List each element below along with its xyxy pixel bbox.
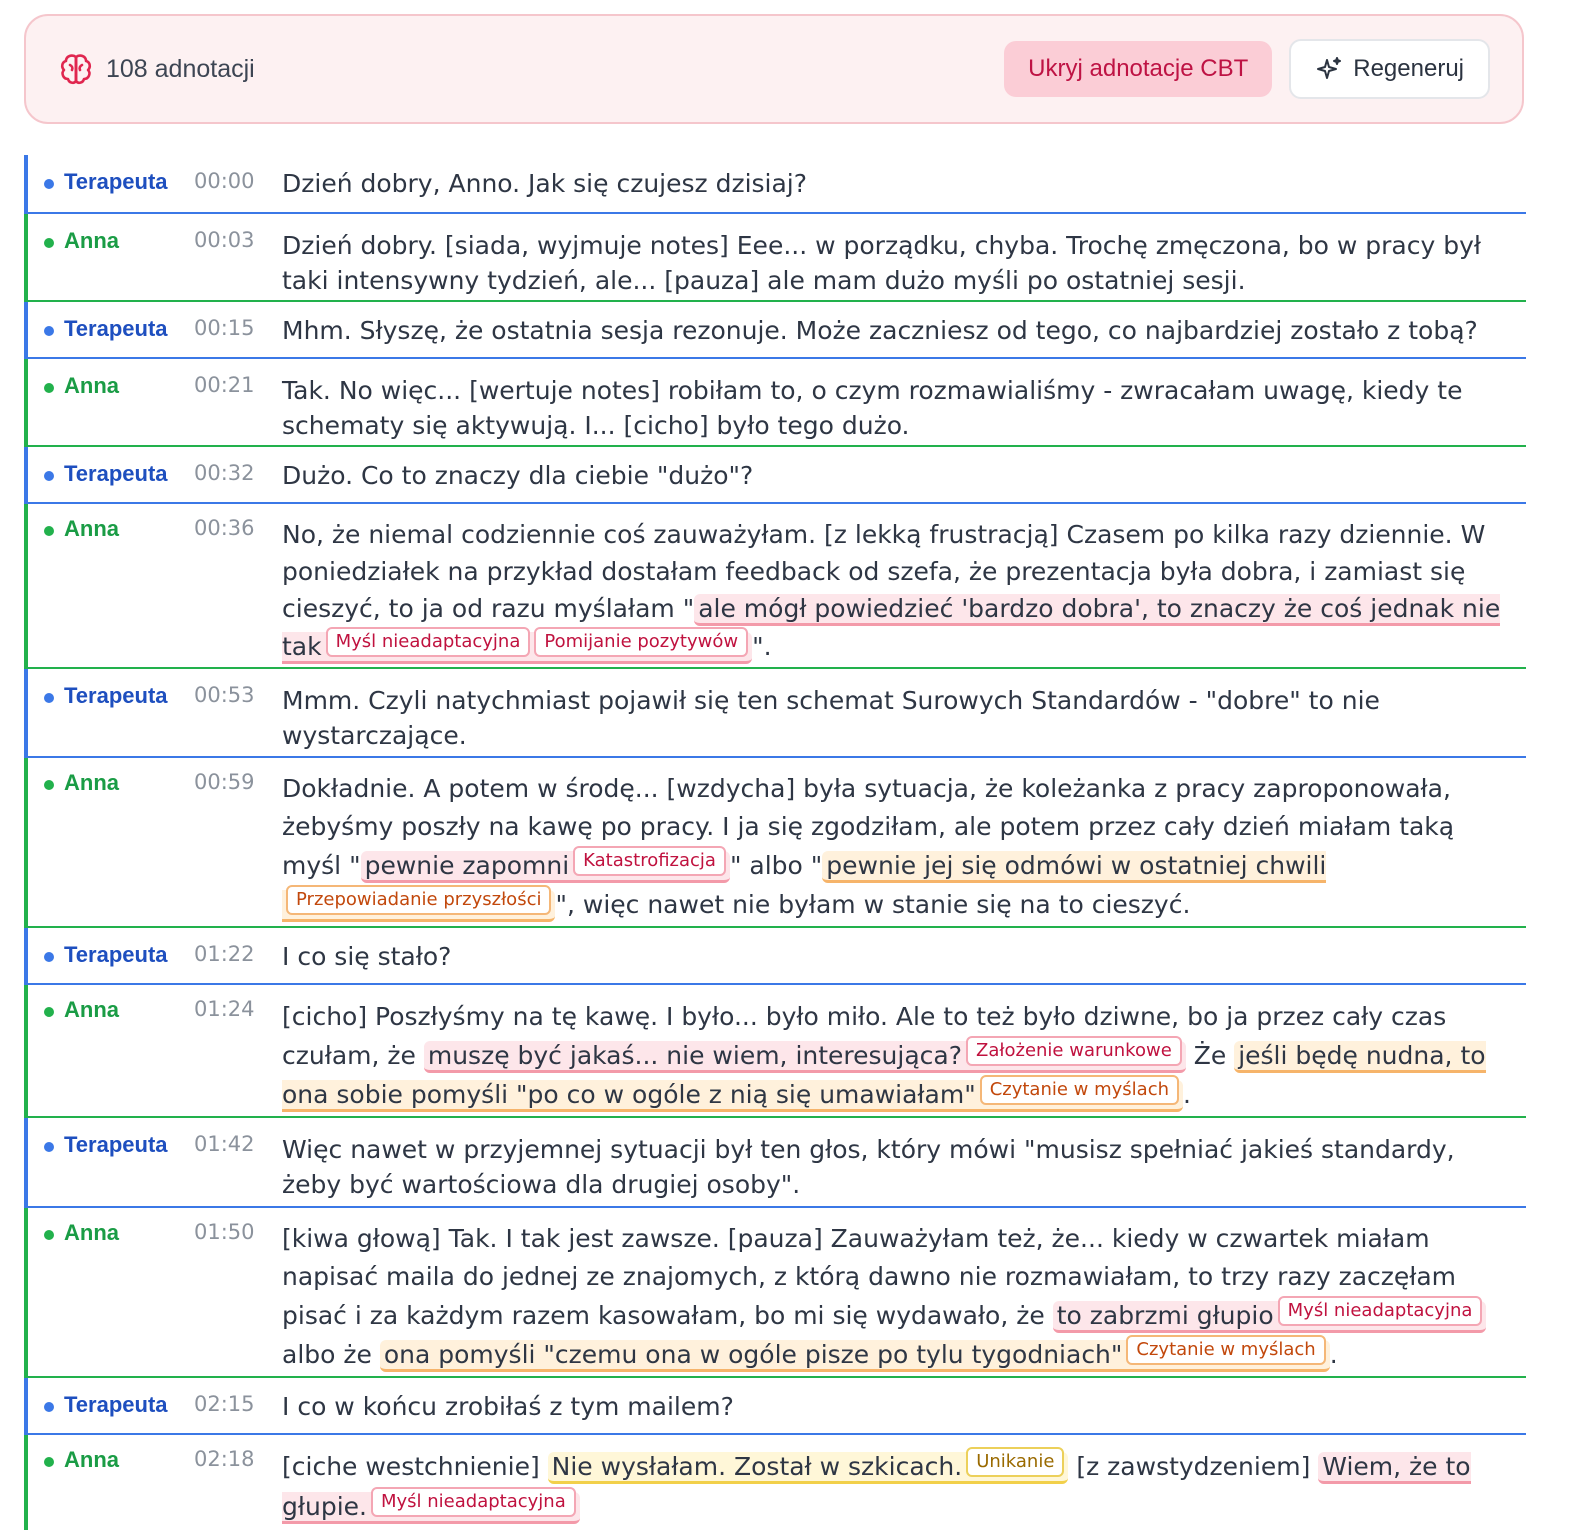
annotation-toolbar: [24, 14, 1524, 124]
timestamp: 00:15: [194, 316, 255, 340]
speaker-label: Anna: [28, 1447, 194, 1530]
speaker-label: Anna: [28, 1220, 194, 1376]
timestamp: 02:15: [194, 1392, 255, 1416]
highlight-span[interactable]: muszę być jakaś... nie wiem, interesująca? Założenie warunkowe: [424, 1041, 1186, 1073]
highlight-span[interactable]: ona pomyśli "czemu ona w ogóle pisze po tylu tygodniach" Czytanie w myślach: [380, 1340, 1330, 1372]
transcript-row: [24, 504, 1526, 669]
speaker-label: Anna: [28, 516, 194, 667]
speaker-label: Terapeuta: [28, 169, 194, 212]
tag-badge[interactable]: Czytanie w myślach: [980, 1075, 1179, 1105]
transcript-row: [24, 1378, 1526, 1435]
highlight-span[interactable]: ale mógł powiedzieć 'bardzo dobra', to znaczy że coś jednak nie tak Myśl nieadaptacyjna Pomijanie pozytywów: [282, 594, 1500, 664]
timestamp: 00:36: [194, 516, 255, 540]
regenerate-button[interactable]: [1289, 39, 1490, 99]
speaker-dot: [44, 179, 54, 189]
timestamp: 00:00: [194, 169, 255, 193]
transcript-row: [24, 1435, 1526, 1530]
speaker-dot: [44, 471, 54, 481]
transcript-row: [24, 928, 1526, 985]
timestamp: 00:03: [194, 228, 255, 252]
speaker-dot: [44, 1142, 54, 1152]
timestamp: 01:22: [194, 942, 255, 966]
tag-badge[interactable]: Myśl nieadaptacyjna: [1278, 1296, 1483, 1326]
hide-cbt-annotations-button[interactable]: Ukryj adnotacje CBT: [1004, 41, 1272, 97]
timestamp: 01:42: [194, 1132, 255, 1156]
speaker-dot: [44, 1230, 54, 1240]
speaker-label: Terapeuta: [28, 942, 194, 983]
utterance-text: No, że niemal codziennie coś zauważyłam. [z lekką frustracją] Czasem po kilka razy dziennie. W poniedziałek na przykład dostałam feedback od szefa, że prezentacja była dobra, i zamiast się cieszyć, to ja od razu myślałam " ale mógł powiedzieć 'bardzo dobra', to znaczy że coś jednak nie tak Myśl nieadaptacyjna Pomijanie pozytywów ".: [282, 516, 1526, 667]
utterance-text: Dużo. Co to znaczy dla ciebie "dużo"?: [282, 461, 754, 490]
transcript-row: [24, 985, 1526, 1118]
transcript-row: [24, 214, 1526, 302]
highlight-span[interactable]: to zabrzmi głupio Myśl nieadaptacyjna: [1053, 1301, 1487, 1333]
tag-badge[interactable]: Myśl nieadaptacyjna: [371, 1487, 576, 1517]
speaker-dot: [44, 1457, 54, 1467]
utterance-text: Dokładnie. A potem w środę... [wzdycha] była sytuacja, że koleżanka z pracy zaproponowała, żebyśmy poszły na kawę po pracy. I ja się zgodziłam, ale potem przez cały dzień miałam taką myśl " pewnie zapomni Katastrofizacja " albo " pewnie jej się odmówi w ostatniej chwiliPrzepowiadanie przyszłości ", więc nawet nie byłam w stanie się na to cieszyć.: [282, 770, 1526, 926]
tag-badge[interactable]: Katastrofizacja: [573, 846, 726, 876]
timestamp: 01:50: [194, 1220, 255, 1244]
utterance-text: Mhm. Słyszę, że ostatnia sesja rezonuje. Może zaczniesz od tego, co najbardziej zostało z tobą?: [282, 316, 1478, 345]
highlight-span[interactable]: pewnie jej się odmówi w ostatniej chwiliPrzepowiadanie przyszłości: [282, 851, 1326, 922]
timestamp: 00:53: [194, 683, 255, 707]
utterance-text: Mmm. Czyli natychmiast pojawił się ten schemat Surowych Standardów - "dobre" to nie wystarczające.: [282, 686, 1380, 750]
tag-badge[interactable]: Przepowiadanie przyszłości: [286, 885, 551, 915]
utterance-text: [kiwa głową] Tak. I tak jest zawsze. [pauza] Zauważyłam też, że... kiedy w czwartek miałam napisać maila do jednej ze znajomych, z którą dawno nie rozmawiałam, to trzy razy zaczęłam pisać i za każdym razem kasowałam, bo mi się wydawało, że to zabrzmi głupio Myśl nieadaptacyjna albo że ona pomyśli "czemu ona w ogóle pisze po tylu tygodniach" Czytanie w myślach .: [282, 1220, 1526, 1376]
transcript-row: [24, 1118, 1526, 1208]
speaker-label: Anna: [28, 373, 194, 445]
speaker-dot: [44, 526, 54, 536]
timestamp: 02:18: [194, 1447, 255, 1471]
timestamp: 01:24: [194, 997, 255, 1021]
speaker-dot: [44, 952, 54, 962]
utterance-text: I co się stało?: [282, 942, 452, 971]
timestamp: 00:32: [194, 461, 255, 485]
utterance-text: Tak. No więc... [wertuje notes] robiłam to, o czym rozmawialiśmy - zwracałam uwagę, kiedy te schematy się aktywują. I... [cicho] było tego dużo.: [282, 376, 1463, 440]
speaker-dot: [44, 238, 54, 248]
brain-icon: [58, 51, 94, 87]
speaker-label: Anna: [28, 997, 194, 1116]
highlight-span[interactable]: Nie wysłałam. Został w szkicach. Unikanie: [548, 1452, 1069, 1484]
tag-badge[interactable]: Czytanie w myślach: [1126, 1335, 1325, 1365]
speaker-dot: [44, 383, 54, 393]
speaker-label: Terapeuta: [28, 1392, 194, 1433]
tag-badge[interactable]: Pomijanie pozytywów: [534, 627, 748, 657]
speaker-label: Anna: [28, 770, 194, 926]
transcript-row: [24, 447, 1526, 504]
utterance-text: Dzień dobry, Anno. Jak się czujesz dzisiaj?: [282, 169, 808, 198]
highlight-span[interactable]: pewnie zapomni Katastrofizacja: [361, 851, 730, 883]
transcript-row: [24, 758, 1526, 928]
utterance-text: I co w końcu zrobiłaś z tym mailem?: [282, 1392, 734, 1421]
speaker-dot: [44, 326, 54, 336]
highlight-span[interactable]: Wiem, że to głupie. Myśl nieadaptacyjna: [282, 1452, 1471, 1524]
transcript-row: [24, 302, 1526, 359]
transcript: [24, 155, 1526, 1530]
speaker-dot: [44, 780, 54, 790]
transcript-row: [24, 155, 1526, 214]
transcript-row: [24, 669, 1526, 758]
timestamp: 00:59: [194, 770, 255, 794]
transcript-row: [24, 359, 1526, 447]
utterance-text: Więc nawet w przyjemnej sytuacji był ten głos, który mówi "musisz spełniać jakieś standardy, żeby być wartościowa dla drugiej osoby".: [282, 1135, 1455, 1199]
speaker-dot: [44, 693, 54, 703]
speaker-label: Anna: [28, 228, 194, 300]
timestamp: 00:21: [194, 373, 255, 397]
tag-badge[interactable]: Myśl nieadaptacyjna: [326, 627, 531, 657]
speaker-label: Terapeuta: [28, 461, 194, 502]
utterance-text: Dzień dobry. [siada, wyjmuje notes] Eee... w porządku, chyba. Trochę zmęczona, bo w pracy był taki intensywny tydzień, ale... [pauza] ale mam dużo myśli po ostatniej sesji.: [282, 231, 1482, 295]
utterance-text: [ciche westchnienie] Nie wysłałam. Został w szkicach. Unikanie [z zawstydzeniem] Wiem, że to głupie. Myśl nieadaptacyjna: [282, 1447, 1526, 1530]
tag-badge[interactable]: Założenie warunkowe: [966, 1036, 1182, 1066]
highlight-span[interactable]: jeśli będę nudna, to ona sobie pomyśli "po co w ogóle z nią się umawiałam" Czytanie w myślach: [282, 1041, 1486, 1112]
sparkles-icon: [1315, 55, 1343, 83]
transcript-row: [24, 1208, 1526, 1378]
regenerate-label: Regeneruj: [1353, 55, 1464, 82]
annotation-count: 108 adnotacji: [106, 54, 255, 83]
speaker-dot: [44, 1402, 54, 1412]
speaker-label: Terapeuta: [28, 683, 194, 756]
speaker-label: Terapeuta: [28, 1132, 194, 1206]
speaker-label: Terapeuta: [28, 316, 194, 357]
tag-badge[interactable]: Unikanie: [966, 1447, 1064, 1477]
utterance-text: [cicho] Poszłyśmy na tę kawę. I było... było miło. Ale to też było dziwne, bo ja przez cały czas czułam, że muszę być jakaś... nie wiem, interesująca? Założenie warunkowe Że jeśli będę nudna, to ona sobie pomyśli "po co w ogóle z nią się umawiałam" Czytanie w myślach .: [282, 997, 1526, 1116]
speaker-dot: [44, 1007, 54, 1017]
